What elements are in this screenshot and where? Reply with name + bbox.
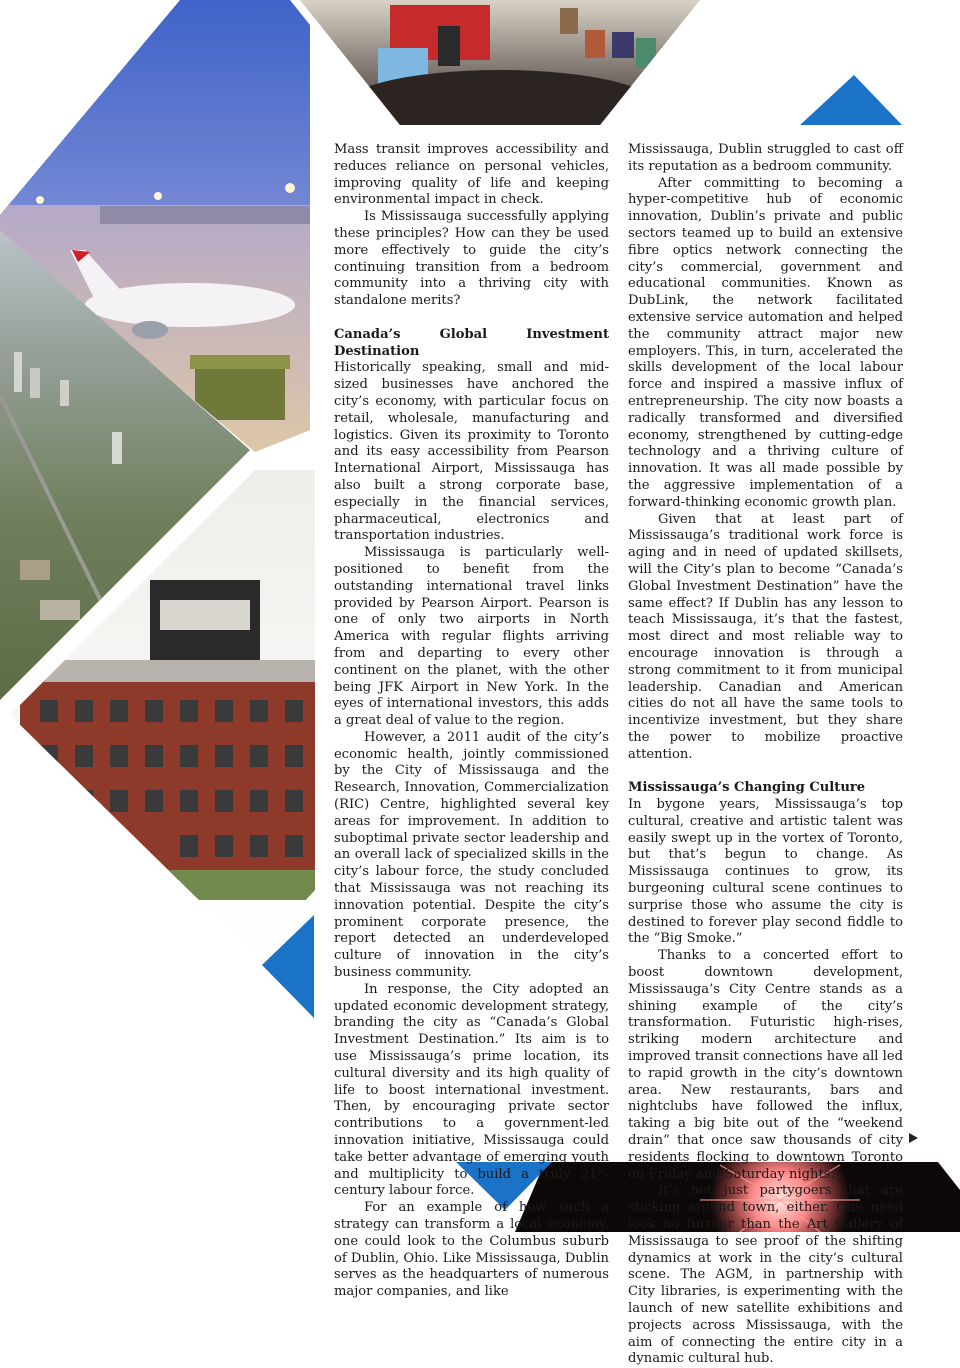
article-column-left (334, 142, 609, 1300)
paragraph: Mississauga, Dublin struggled to cast off its reputation as a bedroom community. (628, 142, 903, 174)
paragraph: Mass transit improves accessibility and reduces reliance on personal vehicles, improving quality of life and keeping environmental impact in check. (334, 142, 609, 208)
ordinal-suffix: st (597, 1166, 605, 1176)
paragraph: For an example of how such a strategy can transform a local economy, one could look to the Columbus suburb of Dublin, Ohio. Like Mississauga, Dublin serves as the headquarters of numerous major companies, and like (334, 1200, 609, 1300)
article-column-right (628, 142, 903, 1367)
paragraph-text: In response, the City adopted an updated economic development strategy, branding the city as “Canada’s Global Investment Destination.” Its aim is to use Mississauga’s prime location, its cultural diversity and its high quality of life to boost international investment. Then, by encouraging private sector contributions to a government-led innovation initiative, Mississauga could take better advantage of emerging youth and multiplicity to build a truly 21 (334, 981, 609, 1182)
section-heading: Canada’s Global Investment Destination (334, 326, 609, 359)
paragraph: Historically speaking, small and mid-sized businesses have anchored the city’s economy, with particular focus on retail, wholesale, manufacturing and logistics. Given its proximity to Toronto and its easy accessibility from Pearson International Airport, Mississauga has also built a strong corporate base, especially in the financial services, pharmaceutical, electronics and transportation industries. (334, 360, 609, 544)
paragraph: Thanks to a concerted effort to boost downtown development, Mississauga’s City Centre stands as a shining example of the city’s transformation. Futuristic high-rises, striking modern architecture and improved transit connections have all led to rapid growth in the city’s downtown area. New restaurants, bars and nightclubs have followed the influx, taking a big bite out of the “weekend drain” that once saw thousands of city residents flocking to downtown Toronto on Friday and Saturday nights. (628, 948, 903, 1182)
gallery-event-photo (300, 0, 700, 146)
article-body (334, 142, 904, 1367)
paragraph (334, 982, 609, 1200)
paragraph: After committing to becoming a hyper-competitive hub of economic innovation, Dublin’s private and public sectors teamed up to build an extensive fibre optics network connecting the city’s commercial, government and educational communities. Known as DubLink, the network facilitated extensive service automation and helped the community attract major new employers. This, in turn, accelerated the skills development of the local labour force and inspired a massive influx of entrepreneurship. The city now boasts a radically transformed and diversified economy, strengthened by cutting-edge technology and a thriving culture of innovation. It was all made possible by the aggressive implementation of a forward-thinking economic growth plan. (628, 175, 903, 510)
paragraph: Mississauga is particularly well-positioned to benefit from the outstanding international travel links provided by Pearson Airport. Pearson is one of only two airports in North America with regular flights arriving from and departing to every other continent on the planet, with the other being JFK Airport in New York. In the eyes of international investors, this adds a great deal of value to the region. (334, 545, 609, 729)
continue-arrow-icon (909, 1133, 918, 1143)
paragraph: In bygone years, Mississauga’s top cultural, creative and artistic talent was easily swept up in the vortex of Toronto, but that’s begun to change. As Mississauga continues to grow, its burgeoning cultural scene continues to surprise those who assume the city is destined to forever play second fiddle to the “Big Smoke.” (628, 797, 903, 947)
paragraph: However, a 2011 audit of the city’s economic health, jointly commissioned by the City of Mississauga and the Research, Innovation, Commercialization (RIC) Centre, highlighted several key areas for improvement. In addition to suboptimal private sector leadership and an overall lack of specialized skills in the city’s labour force, the study concluded that Mississauga was not reaching its innovation potential. Despite the city’s prominent corporate presence, the report detected an underdeveloped culture of innovation in the city’s business community. (334, 729, 609, 981)
paragraph: Given that at least part of Mississauga’s traditional work force is aging and in need of updated skillsets, will the City’s plan to become “Canada’s Global Investment Destination” have the same effect? If Dublin has any lesson to teach Mississauga, it’s that the fastest, most direct and most reliable way to encourage innovation is through a strong commitment to it from municipal leadership. Canadian and American cities do not all have the same tools to incentivize investment, but they share the power to mobilize proactive attention. (628, 511, 903, 762)
blue-triangle-top-right (800, 75, 902, 125)
section-heading: Mississauga’s Changing Culture (628, 780, 866, 796)
paragraph: Is Mississauga successfully applying these principles? How can they be used more effectively to guide the city’s continuing transition from a bedroom community into a thriving city with standalone merits? (334, 209, 609, 309)
paragraph: It’s not just partygoers that are sticking around town, either. One need look no further than the Art Gallery of Mississauga to see proof of the shifting dynamics at work in the city’s cultural scene. The AGM, in partnership with City libraries, is experimenting with the launch of new satellite exhibitions and projects across Mississauga, with the aim of connecting the entire city in a dynamic cultural hub. (628, 1183, 903, 1367)
paragraph-text: -century labour force. (334, 1166, 609, 1199)
